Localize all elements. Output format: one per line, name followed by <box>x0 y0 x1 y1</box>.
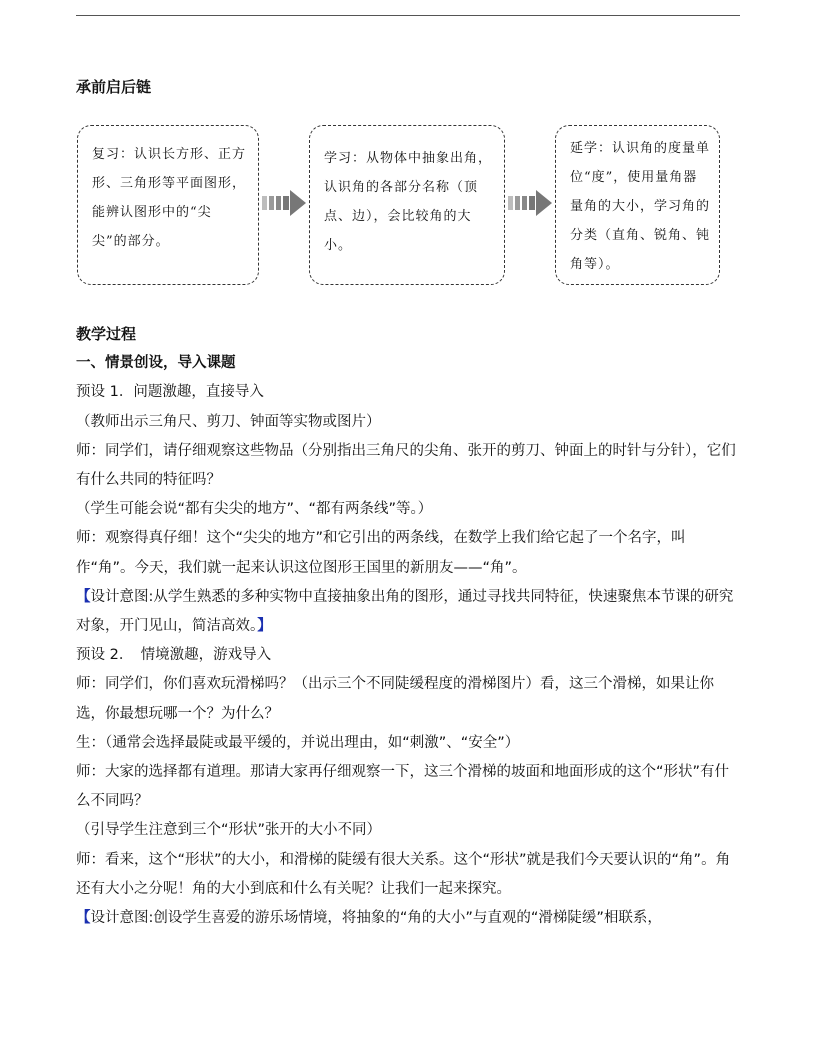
design-intent-text: 设计意图:创设学生喜爱的游乐场情境，将抽象的“角的大小”与直观的“滑梯陡缓”相联系， <box>90 910 662 927</box>
paragraph: （引导学生注意到三个“形状”张开的大小不同） <box>76 822 382 839</box>
preset-1-heading: 预设 1．问题激趣，直接导入 <box>76 384 264 401</box>
paragraph: 师：同学们，请仔细观察这些物品（分别指出三角尺的尖角、张开的剪刀、钟面上的时针与分针），它们有什么共同的特征吗？ <box>76 442 736 489</box>
paragraph: 师：大家的选择都有道理。那请大家再仔细观察一下，这三个滑梯的坡面和地面形成的这个“形状”有什么不同吗？ <box>76 764 730 810</box>
bracket-open: 【 <box>76 588 91 605</box>
flow-box-review: 复习：认识长方形、正方形、三角形等平面图形，能辨认图形中的“尖尖”的部分。 <box>77 125 259 285</box>
paragraph: 生：（通常会选择最陡或最平缓的，并说出理由，如“刺激”、“安全”） <box>76 734 520 751</box>
part1-title: 一、情景创设，导入课题 <box>76 355 236 372</box>
flow-box-extend: 延学：认识角的度量单位“度”，使用量角器量角的大小，学习角的分类（直角、锐角、钝角等）。 <box>555 125 720 285</box>
paragraph: （学生可能会说“都有尖尖的地方”、“都有两条线”等。） <box>76 501 433 518</box>
bracket-close: 】 <box>257 618 272 635</box>
preset-2-heading: 预设 2． 情境激趣，游戏导入 <box>76 647 272 664</box>
paragraph: 师：看来，这个“形状”的大小，和滑梯的陡缓有很大关系。这个“形状”就是我们今天要认识的“角”。角还有大小之分呢！角的大小到底和什么有关呢？让我们一起来探究。 <box>76 851 731 897</box>
paragraph: （教师出示三角尺、剪刀、钟面等实物或图片） <box>76 413 381 430</box>
bracket-open: 【 <box>76 910 91 927</box>
flow-section-title: 承前启后链 <box>76 78 152 96</box>
paragraph: 师：同学们，你们喜欢玩滑梯吗？（出示三个不同陡缓程度的滑梯图片）看，这三个滑梯，如果让你选，你最想玩哪一个？为什么？ <box>76 676 714 722</box>
teaching-process <box>76 320 742 933</box>
striped-right-arrow-icon <box>262 190 306 216</box>
process-title: 教学过程 <box>76 325 137 343</box>
header-rule <box>76 15 740 16</box>
paragraph: 师：观察得真仔细！这个“尖尖的地方”和它引出的两条线，在数学上我们给它起了一个名字，叫作“角”。今天，我们就一起来认识这位图形王国里的新朋友——“角”。 <box>76 530 686 576</box>
striped-right-arrow-icon <box>508 190 552 216</box>
design-intent-text: 设计意图:从学生熟悉的多种实物中直接抽象出角的图形，通过寻找共同特征，快速聚焦本节课的研究对象，开门见山，简洁高效。 <box>76 588 734 635</box>
design-intent-1 <box>76 583 742 641</box>
design-intent-2 <box>76 904 742 933</box>
flow-box-learn: 学习：从物体中抽象出角，认识角的各部分名称（顶点、边），会比较角的大小。 <box>309 125 505 285</box>
